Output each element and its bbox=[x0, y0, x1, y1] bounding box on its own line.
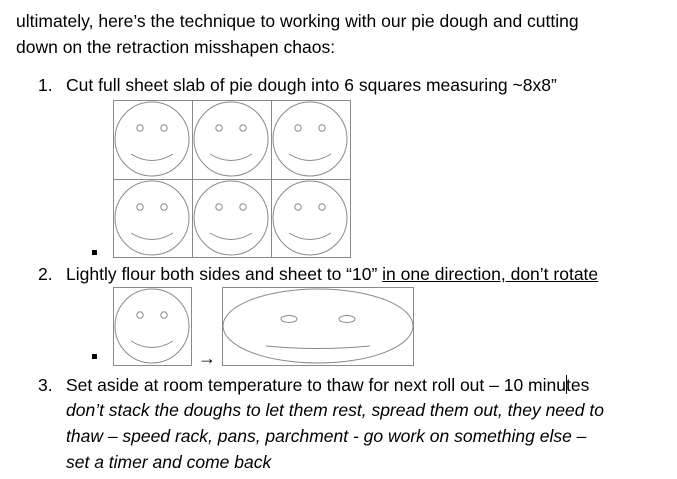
step-2-text bbox=[66, 261, 598, 287]
smiley-face-icon bbox=[273, 181, 347, 255]
right-arrow-icon: → bbox=[198, 348, 216, 368]
smiley-face-icon bbox=[194, 181, 268, 255]
step-3-text-part-2: tes bbox=[565, 375, 590, 395]
step-2-number: 2. bbox=[38, 264, 53, 284]
smiley-face-icon bbox=[115, 181, 189, 255]
smiley-face-icon bbox=[115, 102, 189, 176]
dough-squares-grid-image bbox=[113, 100, 351, 258]
oval-face-icon bbox=[223, 289, 413, 363]
step-3-note-line-3: set a timer and come back bbox=[66, 452, 272, 472]
step-3-note-line-1: don’t stack the doughs to let them rest, spread them out, they need to bbox=[66, 400, 604, 420]
smiley-face-icon bbox=[194, 102, 268, 176]
rolled-dough-oval-image bbox=[222, 287, 414, 366]
step-2-text-underlined: in one direction, don’t rotate bbox=[382, 264, 599, 284]
intro-line-2: down on the retraction misshapen chaos: bbox=[16, 37, 336, 57]
step-2 bbox=[0, 261, 677, 287]
step-3 bbox=[0, 372, 677, 398]
step-3-note-line-2: thaw – speed rack, pans, parchment - go work on something else – bbox=[66, 426, 587, 446]
step-1-number: 1. bbox=[38, 75, 53, 95]
step-1 bbox=[0, 72, 677, 98]
bullet-marker bbox=[92, 250, 97, 255]
smiley-face-icon bbox=[273, 102, 347, 176]
single-dough-square-image bbox=[113, 287, 192, 366]
step-3-number: 3. bbox=[38, 375, 53, 395]
step-3-text-part-1: Set aside at room temperature to thaw for next roll out – 10 minu bbox=[66, 375, 566, 395]
smiley-face-icon bbox=[115, 289, 189, 363]
step-2-text-plain: Lightly flour both sides and sheet to “10” bbox=[66, 264, 383, 284]
intro-line-1: ultimately, here’s the technique to working with our pie dough and cutting bbox=[16, 11, 579, 31]
bullet-marker bbox=[92, 354, 97, 359]
step-3-text bbox=[66, 372, 589, 398]
step-1-text: Cut full sheet slab of pie dough into 6 squares measuring ~8x8” bbox=[66, 75, 557, 95]
